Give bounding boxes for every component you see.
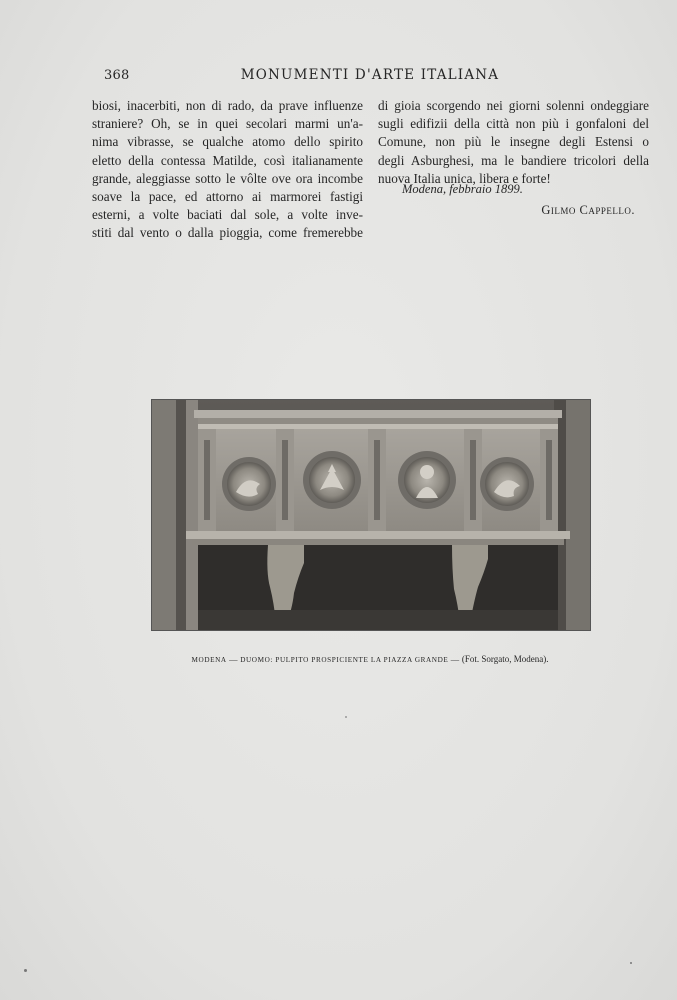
caption-credit: (Fot. Sorgato, Modena).: [461, 654, 549, 664]
left-text-column: [92, 97, 363, 243]
text-line: straniere? Oh, se in quei secolari marmi un'a-: [92, 116, 363, 132]
caption-dash: —: [450, 655, 460, 664]
text-line: nima vibrasse, se qualche atomo dello spirito: [92, 134, 363, 150]
text-line: Comune, non più le insegne degli Estensi o: [378, 134, 649, 150]
text-line: di gioia scorgendo nei giorni solenni ondeggiare: [378, 98, 649, 113]
running-head: MONUMENTI D'ARTE ITALIANA: [240, 67, 500, 83]
text-line: esterni, a volte baciati dal sole, a volte inve-: [92, 207, 363, 223]
pulpit-photograph: [151, 399, 591, 631]
paper-speck: [630, 962, 632, 964]
right-text-column: [378, 97, 649, 188]
text-line: biosi, inacerbiti, non di rado, da prave influenze: [92, 98, 363, 113]
text-line: eletto della contessa Matilde, così italianamente: [92, 152, 363, 168]
page-number: 368: [104, 68, 130, 83]
figure-caption: [150, 654, 590, 664]
paper-speck: [345, 716, 347, 718]
caption-subject: DUOMO: PULPITO PROSPICIENTE LA PIAZZA GRANDE: [240, 656, 449, 664]
caption-dash: —: [229, 655, 238, 664]
text-line: degli Asburghesi, ma le bandiere tricolori della: [378, 152, 649, 168]
dateline: Modena, febbraio 1899.: [402, 182, 523, 196]
text-line: soave la pace, ed attorno ai marmorei fastigi: [92, 189, 363, 205]
text-line: sugli edifizii della città non più i gonfaloni del: [378, 116, 649, 132]
author-signature: Gilmo Cappello.: [541, 203, 635, 217]
text-line: grande, aleggiasse sotto le vôlte ove ora incombe: [92, 170, 363, 186]
pulpit-illustration: [152, 400, 590, 630]
text-line: stiti dal vento o dalla pioggia, come fremerebbe: [92, 225, 363, 241]
paper-speck: [24, 969, 27, 972]
text-line: nuova Italia unica, libera e forte!: [378, 170, 551, 186]
caption-place: MODENA: [191, 656, 227, 664]
